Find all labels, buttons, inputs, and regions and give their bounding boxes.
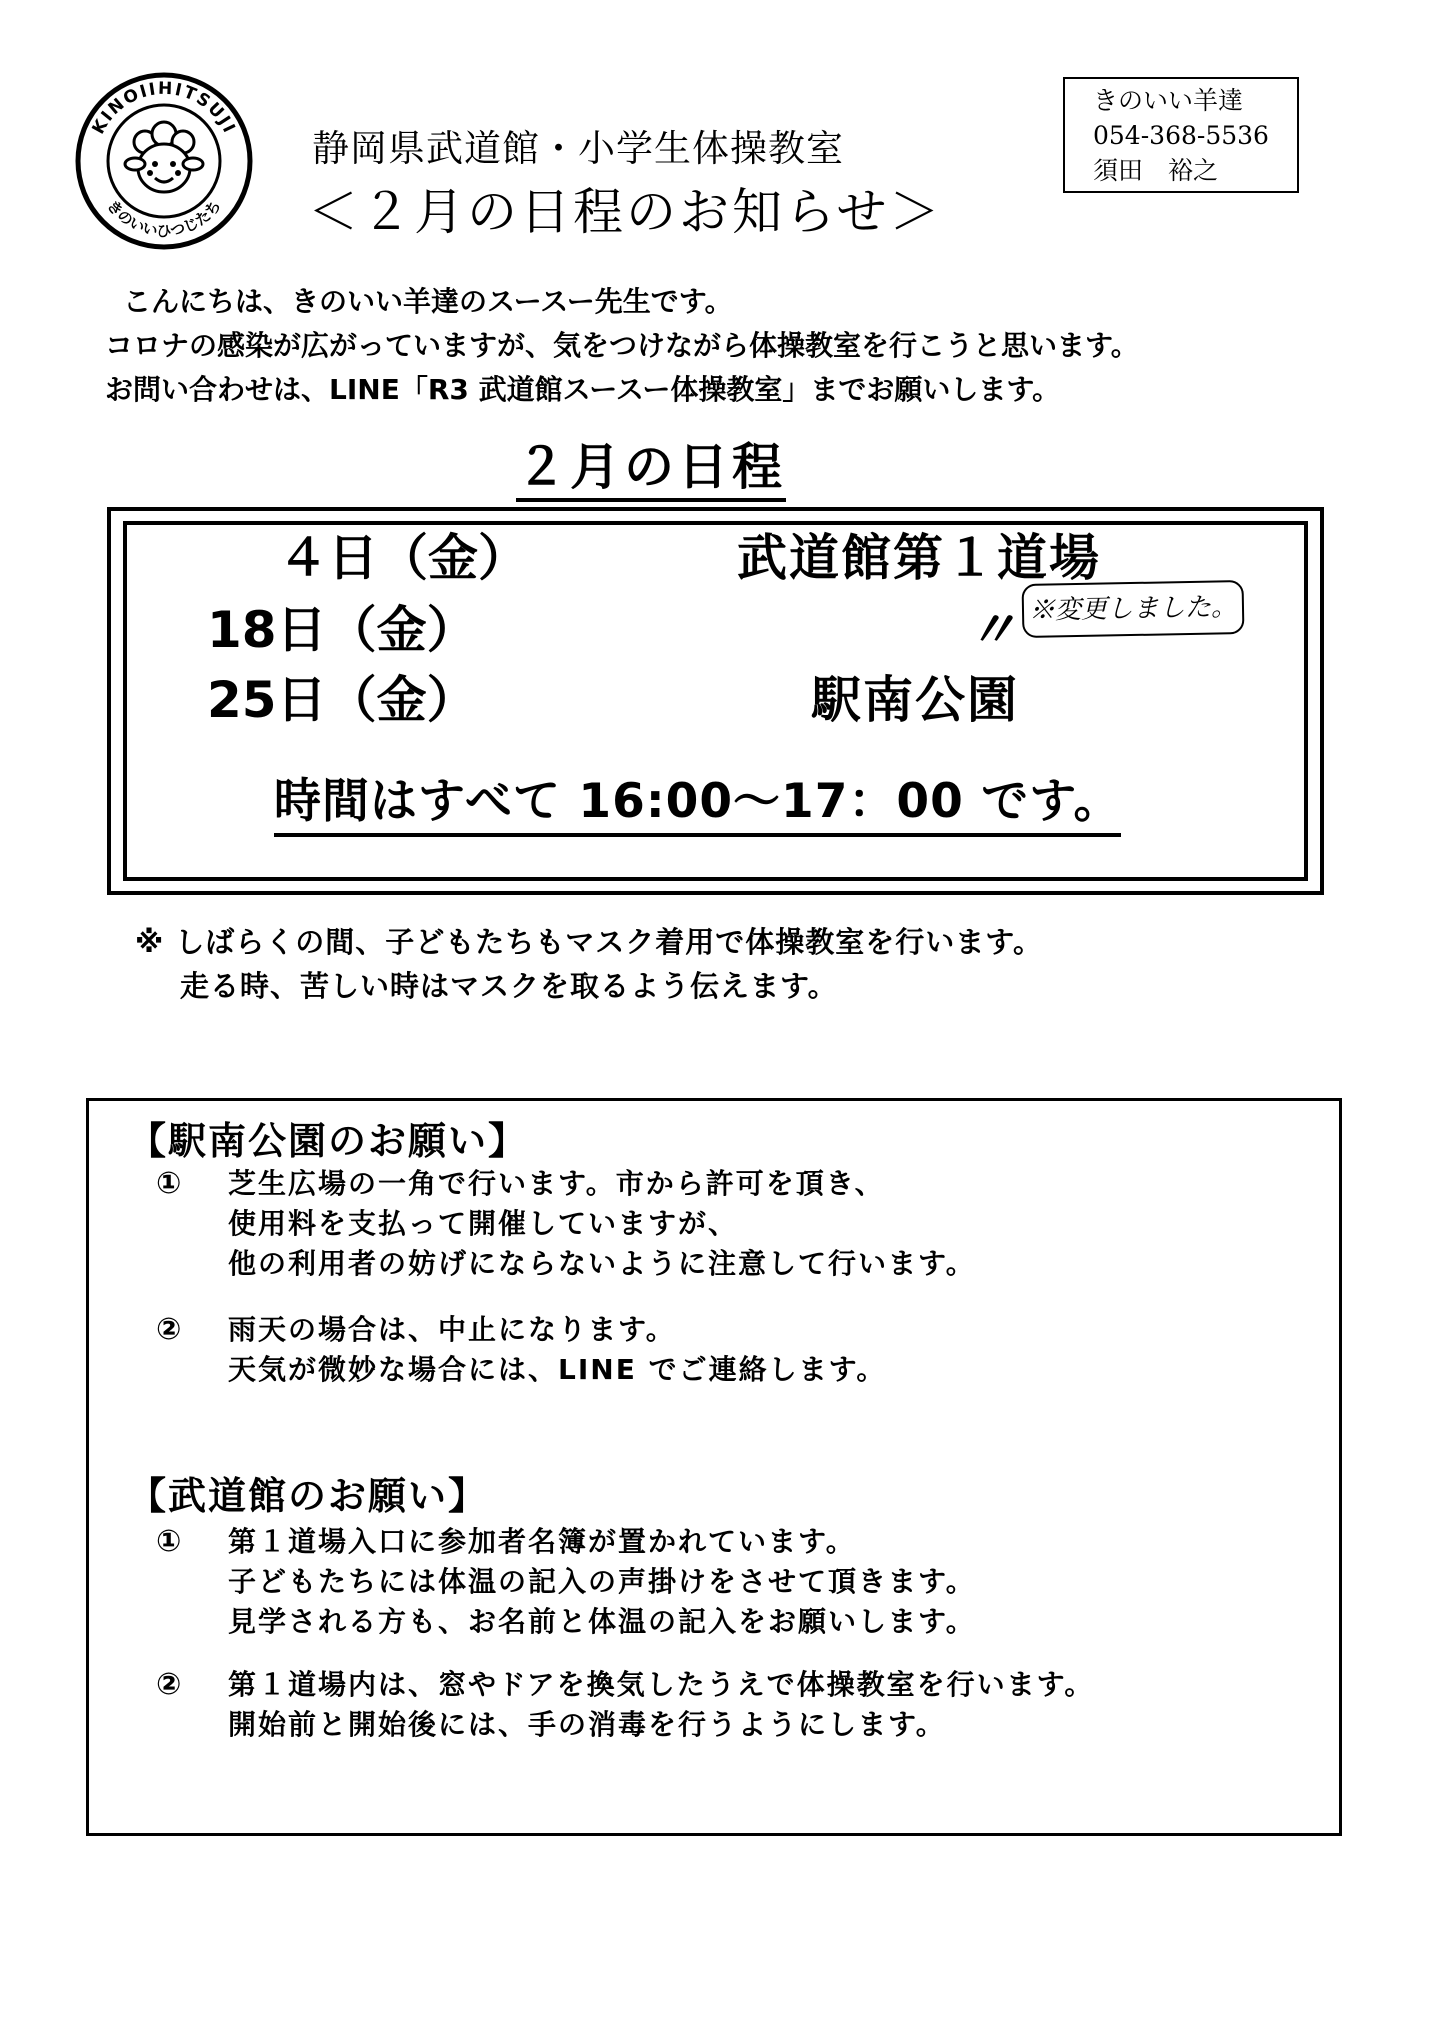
schedule-place-2: 〃 <box>967 600 1017 659</box>
contact-org: きのいい羊達 <box>1093 86 1244 115</box>
item-line: 使用料を支払って開催していますが、 <box>228 1207 739 1240</box>
schedule-date-2: 18日（金） <box>207 601 477 659</box>
schedule-time: 時間はすべて 16:00～17：00 です。 <box>274 773 1121 837</box>
mask-note-line-2: 走る時、苦しい時はマスクを取るよう伝えます。 <box>180 969 838 1003</box>
item-line: 芝生広場の一角で行います。市から許可を頂き、 <box>228 1167 885 1200</box>
item-line: 他の利用者の妨げにならないように注意して行います。 <box>228 1247 976 1280</box>
item-line: 開始前と開始後には、手の消毒を行うようにします。 <box>228 1708 946 1741</box>
schedule-date-1: ４日（金） <box>278 529 528 587</box>
item-number: ② <box>156 1312 184 1347</box>
item-number: ② <box>156 1667 184 1702</box>
handwritten-change-note: ※変更しました。 <box>1022 580 1245 638</box>
sheep-mascot-logo-icon <box>75 72 253 250</box>
intro-line-2: コロナの感染が広がっていますが、気をつけながら体操教室を行こうと思います。 <box>105 329 1139 362</box>
contact-phone: 054-368-5536 <box>1093 121 1269 150</box>
header-subtitle: 静岡県武道館・小学生体操教室 <box>312 127 844 170</box>
item-line: 第１道場入口に参加者名簿が置かれています。 <box>228 1525 856 1558</box>
item-line: 第１道場内は、窓やドアを換気したうえで体操教室を行います。 <box>228 1668 1095 1701</box>
schedule-place-1: 武道館第１道場 <box>737 529 1101 587</box>
logo-ring-text-bottom: きのいいひつじたち <box>103 196 225 240</box>
contact-box <box>1063 77 1299 193</box>
mask-note-line-1: ※ しばらくの間、子どもたちもマスク着用で体操教室を行います。 <box>135 925 1043 959</box>
schedule-date-3: 25日（金） <box>207 671 477 729</box>
intro-line-3: お問い合わせは、LINE「R3 武道館スースー体操教室」までお願いします。 <box>105 373 1061 406</box>
item-line: 天気が微妙な場合には、LINE でご連絡します。 <box>228 1353 887 1386</box>
schedule-place-3: 駅南公園 <box>811 671 1019 729</box>
item-line: 子どもたちには体温の記入の声掛けをさせて頂きます。 <box>228 1565 976 1598</box>
mask-notes <box>135 920 1043 1008</box>
intro-text <box>105 280 1139 412</box>
item-line: 雨天の場合は、中止になります。 <box>228 1313 676 1346</box>
logo-ring-text-top: KINOIIHITSUJI <box>88 78 240 138</box>
contact-name: 須田 裕之 <box>1093 156 1219 185</box>
park-requests-heading: 【駅南公園のお願い】 <box>128 1119 529 1163</box>
intro-line-1: こんにちは、きのいい羊達のスースー先生です。 <box>123 285 733 318</box>
schedule-heading: ２月の日程 <box>516 438 786 502</box>
item-number: ① <box>156 1524 184 1559</box>
item-line: 見学される方も、お名前と体温の記入をお願いします。 <box>228 1605 976 1638</box>
item-number: ① <box>156 1166 184 1201</box>
page-title: ＜２月の日程のお知らせ＞ <box>308 183 943 241</box>
budokan-requests-heading: 【武道館のお願い】 <box>128 1474 489 1518</box>
